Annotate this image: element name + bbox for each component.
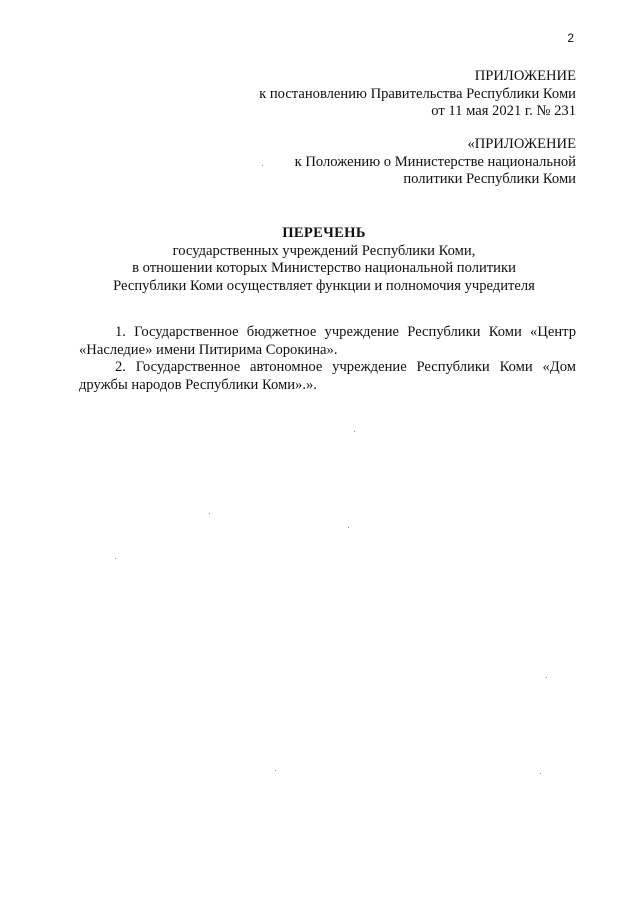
list-heading: [60, 225, 588, 296]
page-number: 2: [567, 31, 574, 45]
appendix-block-resolution: [259, 68, 576, 121]
scan-speck: [354, 431, 355, 432]
appendix-resolution-line: к постановлению Правительства Республики Коми: [259, 85, 576, 102]
heading-line: в отношении которых Министерство национальной политики: [132, 260, 516, 277]
list-item: 2. Государственное автономное учреждение Республики Коми «Дом дружбы народов Республики Коми».».: [79, 359, 576, 393]
scan-speck: [546, 677, 547, 678]
heading-line: Республики Коми осуществляет функции и полномочия учредителя: [113, 278, 535, 295]
heading-title: ПЕРЕЧЕНЬ: [282, 225, 366, 241]
appendix-label: ПРИЛОЖЕНИЕ: [474, 68, 576, 84]
heading-line: государственных учреждений Республики Коми,: [172, 242, 476, 259]
scan-speck: [115, 558, 116, 559]
scan-speck: [348, 527, 349, 528]
scan-speck: [209, 513, 210, 514]
appendix-ministry-line: политики Республики Коми: [403, 171, 576, 187]
institution-list: [79, 324, 576, 394]
scan-speck: [262, 165, 263, 166]
appendix-label: «ПРИЛОЖЕНИЕ: [467, 136, 576, 152]
scan-speck: [275, 770, 276, 771]
list-item: 1. Государственное бюджетное учреждение Республики Коми «Центр «Наследие» имени Питирима Сорокина».: [79, 324, 576, 358]
appendix-block-regulation: [295, 136, 576, 189]
appendix-date-line: от 11 мая 2021 г. № 231: [431, 103, 576, 119]
appendix-regulation-line: к Положению о Министерстве национальной: [294, 153, 576, 170]
scan-speck: [540, 773, 541, 774]
